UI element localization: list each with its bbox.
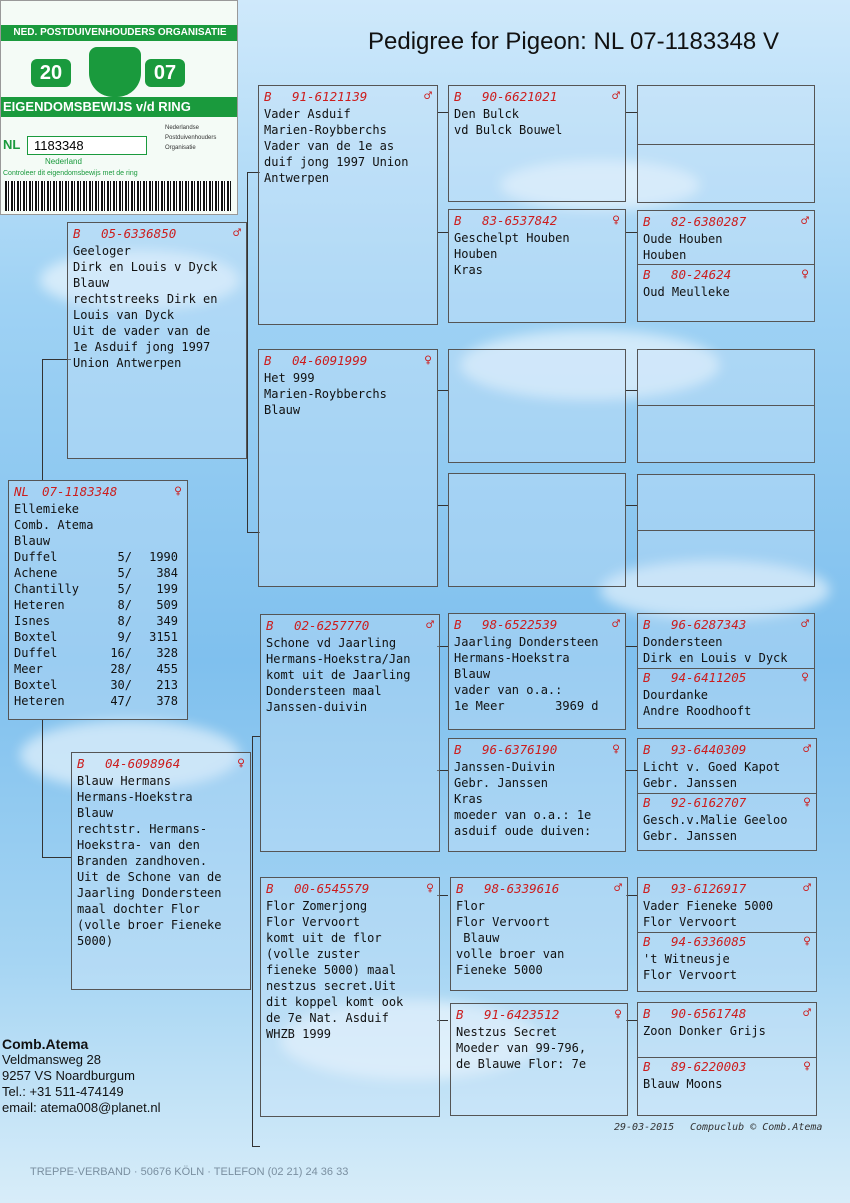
pigeon-line: Janssen-duivin [266, 700, 368, 714]
ring-number: 05-6336850 [101, 226, 177, 241]
male-sex-icon: ♂ [803, 881, 811, 896]
ring-number: 94-6411205 [671, 670, 747, 685]
footer-date: 29-03-2015 [614, 1122, 675, 1133]
lion-crest-icon [89, 47, 141, 97]
pigeon-line: Hoekstra- van den [77, 838, 200, 852]
ring-number: 80-24624 [671, 267, 732, 282]
sticker-label: EIGENDOMSBEWIJS v/d RING [1, 97, 238, 117]
female-sex-icon: ♀ [803, 1059, 811, 1074]
pigeon-card-ffm: B 83-6537842 ♀ Geschelpt Houben Houben Kras [448, 209, 626, 323]
pigeon-line: Den Bulck [454, 107, 520, 121]
male-sex-icon: ♂ [803, 742, 811, 757]
female-sex-icon: ♀ [801, 670, 809, 685]
female-sex-icon: ♀ [803, 795, 811, 810]
ring-number: 04-6091999 [292, 353, 368, 368]
pigeon-line: Dirk en Louis v Dyck [643, 651, 788, 665]
pigeon-card-mother: B 04-6098964 ♀ Blauw Hermans Hermans-Hoekstra Blauw rechtstr. Hermans- Hoekstra- van den Branden zandhoven. Uit de Schone van de Jaarling Dondersteen maal dochter Flor (volle broer Fieneke 5000) [71, 752, 251, 990]
pigeon-line: Jaarling Dondersteen [77, 886, 222, 900]
pigeon-line: vd Bulck Bouwel [454, 123, 563, 137]
pigeon-line: WHZB 1999 [266, 1027, 332, 1041]
pigeon-line: de Blauwe Flor: 7e [456, 1057, 587, 1071]
pigeon-line: Fieneke 5000 [456, 963, 543, 977]
pigeon-line: Flor Vervoort [643, 968, 737, 982]
female-sex-icon: ♀ [612, 213, 620, 228]
footer-credit: Compuclub © Comb.Atema [690, 1122, 823, 1133]
sticker-side-text: Nederlandse Postduivenhouders Organisatie [165, 125, 217, 151]
pigeon-card-pair-mfm: B 93-6440309 ♂ Licht v. Goed Kapot Gebr. Janssen B 92-6162707 ♀ Gesch.v.Malie Geeloo Gebr. Janssen [637, 738, 817, 851]
pigeon-line: Uit de Schone van de [77, 870, 222, 884]
pigeon-line: vader van o.a.: [454, 683, 563, 697]
ring-number: 98-6339616 [484, 881, 560, 896]
male-sex-icon: ♂ [803, 1006, 811, 1021]
pigeon-line: Geschelpt Houben [454, 231, 570, 245]
female-sex-icon: ♀ [614, 1007, 622, 1022]
result-row: Achene 5/ 384 [14, 566, 178, 580]
pigeon-line: Schone vd Jaarling [266, 636, 397, 650]
pigeon-line: Jaarling Dondersteen [454, 635, 599, 649]
ring-number: 91-6423512 [484, 1007, 560, 1022]
ring-number: 02-6257770 [294, 618, 370, 633]
sticker-org: NED. POSTDUIVENHOUDERS ORGANISATIE [1, 25, 238, 41]
pigeon-line: Nestzus Secret [456, 1025, 558, 1039]
ring-number: 83-6537842 [482, 213, 558, 228]
pigeon-line: Moeder van 99-796, [456, 1041, 587, 1055]
barcode [5, 181, 231, 211]
pigeon-line: Zoon Donker Grijs [643, 1024, 766, 1038]
ring-number: 92-6162707 [671, 795, 747, 810]
pigeon-line: Andre Roodhooft [643, 704, 752, 718]
pigeon-line: Janssen-Duivin [454, 760, 556, 774]
sticker-check-text: Controleer dit eigendomsbewijs met de ring [3, 170, 138, 177]
result-row: Chantilly 5/ 199 [14, 582, 178, 596]
ring-number: 96-6287343 [671, 617, 747, 632]
pigeon-line: Flor Vervoort [643, 915, 737, 929]
pigeon-line: duif jong 1997 Union [264, 155, 409, 169]
pigeon-line: Gebr. Janssen [643, 829, 737, 843]
sticker-country: NL [3, 137, 21, 152]
bottom-stamp: TREPPE-VERBAND · 50676 KÖLN · TELEFON (02 21) 24 36 33 [30, 1166, 349, 1178]
result-row: Duffel 16/ 328 [14, 646, 178, 660]
ring-number: 98-6522539 [482, 617, 558, 632]
result-row: Heteren 47/ 378 [14, 694, 178, 708]
sticker-year-left: 20 [31, 59, 71, 87]
page-title: Pedigree for Pigeon: NL 07-1183348 V [368, 28, 779, 55]
pigeon-line: komt uit de Jaarling [266, 668, 411, 682]
pigeon-card-main [8, 480, 188, 720]
pigeon-line: Hermans-Hoekstra [77, 790, 193, 804]
pigeon-line: Gesch.v.Malie Geeloo [643, 813, 788, 827]
pigeon-line: Antwerpen [264, 171, 330, 185]
pigeon-line: Marien-Roybberchs [264, 387, 387, 401]
ring-number: 90-6621021 [482, 89, 558, 104]
ring-certificate-sticker [0, 0, 238, 215]
pigeon-line: (volle broer Fieneke [77, 918, 222, 932]
ring-number: 82-6380287 [671, 214, 747, 229]
result-row: Meer 28/ 455 [14, 662, 178, 676]
pigeon-card-mff: B 98-6522539 ♂ Jaarling Dondersteen Hermans-Hoekstra Blauw vader van o.a.: 1e Meer 3969 d [448, 613, 626, 730]
pigeon-line: Comb. Atema [14, 518, 94, 532]
pigeon-line: Branden zandhoven. [77, 854, 208, 868]
pigeon-line: Flor [456, 899, 485, 913]
result-row: Isnes 8/ 349 [14, 614, 178, 628]
pigeon-line: moeder van o.a.: 1e [454, 808, 592, 822]
pigeon-card-fm: B 04-6091999 ♀ Het 999 Marien-Roybberchs Blauw [258, 349, 438, 587]
male-sex-icon: ♂ [424, 89, 432, 104]
pigeon-line: Blauw Moons [643, 1077, 723, 1091]
pigeon-line: Uit de vader van de [73, 324, 211, 338]
pigeon-line: Kras [454, 792, 483, 806]
pigeon-line: Vader Fieneke 5000 [643, 899, 774, 913]
owner-street: Veldmansweg 28 [2, 1052, 102, 1067]
pigeon-line: Dondersteen maal [266, 684, 382, 698]
female-sex-icon: ♀ [426, 881, 434, 896]
male-sex-icon: ♂ [612, 617, 620, 632]
pigeon-line: Oude Houben [643, 232, 723, 246]
pigeon-card-mmf: B 98-6339616 ♂ Flor Flor Vervoort Blauw volle broer van Fieneke 5000 [450, 877, 628, 991]
female-sex-icon: ♀ [174, 484, 182, 499]
pigeon-line: komt uit de flor [266, 931, 382, 945]
pigeon-line: 't Witneusje [643, 952, 730, 966]
female-sex-icon: ♀ [237, 756, 245, 771]
pigeon-card-pair-mff: B 96-6287343 ♂ Dondersteen Dirk en Louis v Dyck B 94-6411205 ♀ Dourdanke Andre Roodhooft [637, 613, 815, 729]
pigeon-line: Flor Vervoort [456, 915, 550, 929]
owner-email: email: atema008@planet.nl [2, 1100, 161, 1115]
male-sex-icon: ♂ [801, 617, 809, 632]
pigeon-line: Marien-Roybberchs [264, 123, 387, 137]
pigeon-card-pair-mmm: B 90-6561748 ♂ Zoon Donker Grijs B 89-6220003 ♀ Blauw Moons [637, 1002, 817, 1116]
result-row: Heteren 8/ 509 [14, 598, 178, 612]
pigeon-card-mmm: B 91-6423512 ♀ Nestzus Secret Moeder van 99-796, de Blauwe Flor: 7e [450, 1003, 628, 1116]
pigeon-line: Blauw [14, 534, 51, 548]
pigeon-line: dit koppel komt ook [266, 995, 404, 1009]
pigeon-line: Flor Zomerjong [266, 899, 368, 913]
pigeon-line: asduif oude duiven: [454, 824, 592, 838]
owner-address [2, 1036, 160, 1116]
pigeon-line: de 7e Nat. Asduif [266, 1011, 389, 1025]
pigeon-line: (volle zuster [266, 947, 360, 961]
pigeon-line: Blauw Hermans [77, 774, 171, 788]
result-row: Duffel 5/ 1990 [14, 550, 178, 564]
owner-tel: Tel.: +31 511-474149 [2, 1084, 124, 1099]
pigeon-line: Houben [454, 247, 498, 261]
pigeon-card-mm: B 00-6545579 ♀ Flor Zomerjong Flor Vervoort komt uit de flor (volle zuster fieneke 5000) maal nestzus secret.Uit dit koppel komt ook de 7e Nat. Asduif WHZB 1999 [260, 877, 440, 1117]
ring-number: 94-6336085 [671, 934, 747, 949]
male-sex-icon: ♂ [233, 226, 241, 241]
male-sex-icon: ♂ [801, 214, 809, 229]
pigeon-card-empty [448, 349, 626, 463]
pigeon-card-father: B 05-6336850 ♂ Geeloger Dirk en Louis v Dyck Blauw rechtstreeks Dirk en Louis van Dyck Uit de vader van de 1e Asduif jong 1997 Union Antwerpen [67, 222, 247, 459]
ring-number: 91-6121139 [292, 89, 368, 104]
pigeon-line: Ellemieke [14, 502, 80, 516]
ring-number: 93-6440309 [671, 742, 747, 757]
female-sex-icon: ♀ [803, 934, 811, 949]
pigeon-line: Gebr. Janssen [643, 776, 737, 790]
pigeon-card-empty [448, 473, 626, 587]
pigeon-line: Licht v. Goed Kapot [643, 760, 781, 774]
pigeon-line: Blauw [264, 403, 301, 417]
ring-number: 07-1183348 [42, 484, 118, 499]
pigeon-line: Kras [454, 263, 483, 277]
pigeon-line: Blauw [77, 806, 114, 820]
ring-number: 93-6126917 [671, 881, 747, 896]
pigeon-line: Vader Asduif [264, 107, 351, 121]
male-sex-icon: ♂ [612, 89, 620, 104]
pigeon-card-pair-mmf: B 93-6126917 ♂ Vader Fieneke 5000 Flor Vervoort B 94-6336085 ♀ 't Witneusje Flor Vervoort [637, 877, 817, 992]
pigeon-line: volle broer van [456, 947, 565, 961]
female-sex-icon: ♀ [612, 742, 620, 757]
ring-number: 90-6561748 [671, 1006, 747, 1021]
pigeon-line: Oud Meulleke [643, 285, 730, 299]
sticker-year-right: 07 [145, 59, 185, 87]
owner-name: Comb.Atema [2, 1036, 89, 1052]
pigeon-card-ff: B 91-6121139 ♂ Vader Asduif Marien-Roybberchs Vader van de 1e as duif jong 1997 Union Antwerpen [258, 85, 438, 325]
pigeon-card-mfm: B 96-6376190 ♀ Janssen-Duivin Gebr. Janssen Kras moeder van o.a.: 1e asduif oude duiven: [448, 738, 626, 852]
sticker-nl-text: Nederland [45, 157, 82, 166]
result-row: Boxtel 9/ 3151 [14, 630, 178, 644]
pigeon-card-mf: B 02-6257770 ♂ Schone vd Jaarling Hermans-Hoekstra/Jan komt uit de Jaarling Dondersteen maal Janssen-duivin [260, 614, 440, 852]
result-row: Boxtel 30/ 213 [14, 678, 178, 692]
pigeon-line: Blauw [73, 276, 110, 290]
ring-number: 96-6376190 [482, 742, 558, 757]
pigeon-line: nestzus secret.Uit [266, 979, 397, 993]
female-sex-icon: ♀ [801, 267, 809, 282]
pigeon-line: Louis van Dyck [73, 308, 175, 322]
ring-number: 00-6545579 [294, 881, 370, 896]
female-sex-icon: ♀ [424, 353, 432, 368]
pigeon-line: Hermans-Hoekstra/Jan [266, 652, 411, 666]
pigeon-line: 1e Asduif jong 1997 [73, 340, 211, 354]
pigeon-card-pair-ffm: B 82-6380287 ♂ Oude Houben Houben B 80-24624 ♀ Oud Meulleke [637, 210, 815, 322]
sticker-ring-number: 1183348 [27, 136, 147, 155]
country-code: NL [14, 484, 30, 499]
pigeon-line: Houben [643, 248, 687, 262]
male-sex-icon: ♂ [426, 618, 434, 633]
pigeon-line: Dourdanke [643, 688, 709, 702]
pigeon-line: Blauw [454, 667, 491, 681]
male-sex-icon: ♂ [614, 881, 622, 896]
pigeon-line: Union Antwerpen [73, 356, 182, 370]
pigeon-line: 1e Meer 3969 d [454, 699, 599, 713]
pigeon-line: 5000) [77, 934, 114, 948]
pigeon-card-empty-pair [637, 474, 815, 587]
pigeon-card-empty-pair [637, 349, 815, 463]
pigeon-line: Het 999 [264, 371, 315, 385]
pigeon-line: Gebr. Janssen [454, 776, 548, 790]
pigeon-line: fieneke 5000) maal [266, 963, 397, 977]
owner-city: 9257 VS Noardburgum [2, 1068, 135, 1083]
pigeon-line: rechtstreeks Dirk en [73, 292, 218, 306]
pigeon-line: Hermans-Hoekstra [454, 651, 570, 665]
pigeon-line: Dirk en Louis v Dyck [73, 260, 218, 274]
pigeon-line: rechtstr. Hermans- [77, 822, 208, 836]
pigeon-line: Vader van de 1e as [264, 139, 395, 153]
ring-number: 04-6098964 [105, 756, 181, 771]
pigeon-card-fff: B 90-6621021 ♂ Den Bulck vd Bulck Bouwel [448, 85, 626, 202]
pigeon-line: Geeloger [73, 244, 131, 258]
pigeon-line: Blauw [456, 931, 500, 945]
pigeon-line: maal dochter Flor [77, 902, 200, 916]
pigeon-card-empty-pair [637, 85, 815, 203]
pigeon-line: Dondersteen [643, 635, 723, 649]
ring-number: 89-6220003 [671, 1059, 747, 1074]
pigeon-line: Flor Vervoort [266, 915, 360, 929]
